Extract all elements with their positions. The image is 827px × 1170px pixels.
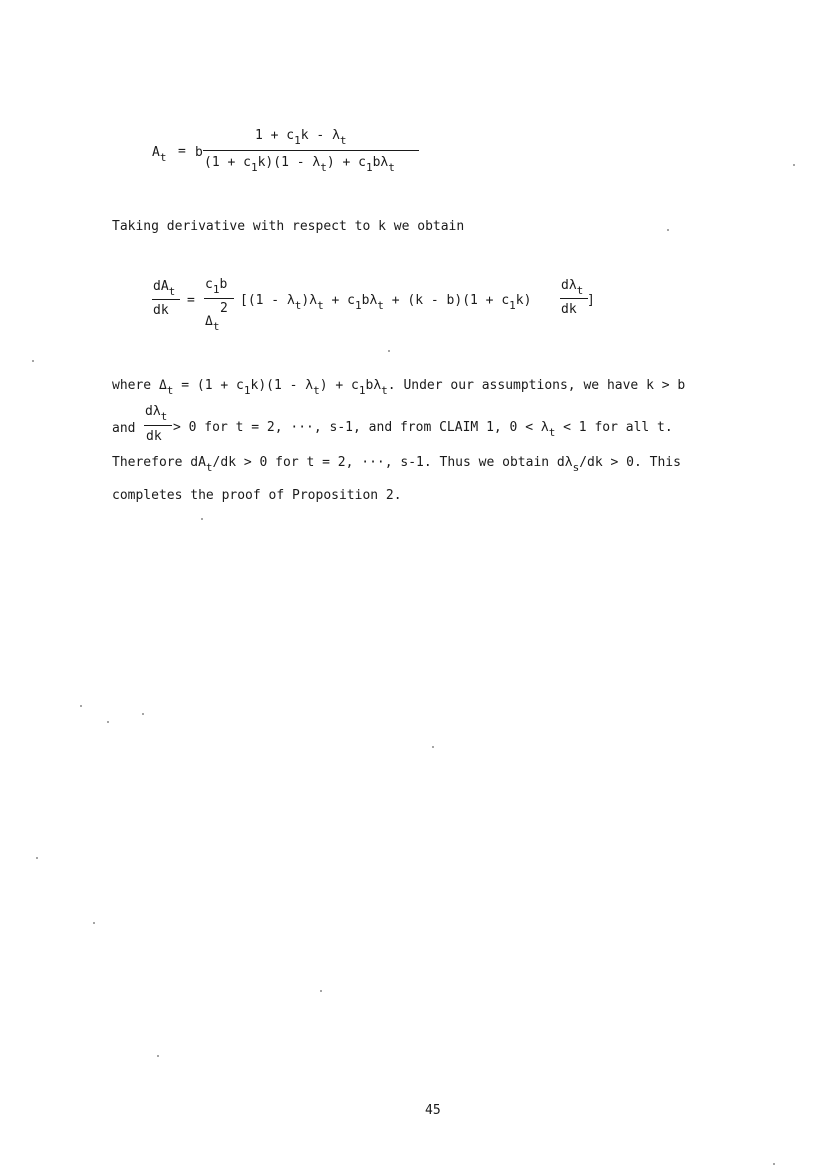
scan-speck [93, 922, 95, 924]
eq2-dlambda-denominator: dk [561, 302, 577, 317]
scan-speck [667, 229, 669, 231]
eq2-frac-numerator: $c_1b$ [205, 277, 228, 296]
scan-speck [107, 721, 109, 723]
paragraph-line-2: > 0 for t = 2, ···, s-1, and from CLAIM 1, $0 < \lambda_t < 1$ for all t. [173, 420, 673, 439]
paragraph-line-3: Therefore $dA_t/dk > 0$ for t = 2, ···, s-1. Thus we obtain $d\lambda_s/dk > 0$. This [112, 455, 681, 474]
scan-speck [432, 746, 434, 748]
line-2-fraction-numerator: $d\lambda_t$ [145, 404, 168, 423]
scan-speck [320, 990, 322, 992]
eq1-numerator: $1 + c_1k - \lambda_t$ [255, 128, 347, 147]
scan-speck [201, 518, 203, 520]
eq2-lhs-numerator: $dA_t$ [153, 279, 176, 298]
paragraph-line-4: completes the proof of Proposition 2. [112, 488, 402, 503]
eq2-dlambda-bar [560, 298, 588, 299]
eq1-lhs: $A_t$ [152, 145, 167, 164]
paragraph-line-1: where $\Delta_t = (1 + c_1k)(1 - \lambda_t) + c_1b\lambda_t$. Under our assumptions, we have k > b [112, 378, 686, 397]
line-2-fraction-denominator: dk [146, 429, 162, 444]
page-number: 45 [425, 1103, 441, 1118]
eq2-equals: = [187, 293, 195, 308]
scan-speck [773, 1163, 775, 1165]
scan-speck [388, 350, 390, 352]
scan-speck [36, 857, 38, 859]
eq2-frac-denominator: $\Delta_t$ [205, 314, 220, 333]
eq2-bracket-expression: [$(1 - \lambda_t)\lambda_t + c_1b\lambda_t + (k - b)(1 + c_1k)$ [240, 293, 532, 312]
eq2-frac-bar [204, 298, 234, 299]
scan-speck [80, 705, 82, 707]
eq2-lhs-denominator: dk [153, 303, 169, 318]
eq1-fraction-bar [203, 150, 419, 151]
eq2-frac-exponent: 2 [220, 301, 228, 316]
intro-text: Taking derivative with respect to k we obtain [112, 219, 465, 234]
eq2-dlambda-numerator: $d\lambda_t$ [561, 278, 584, 297]
eq1-equals: = [178, 144, 186, 159]
paragraph-line-2-and: and [112, 421, 136, 436]
scan-speck [157, 1055, 159, 1057]
scan-speck [793, 164, 795, 166]
eq2-close-bracket: ] [587, 293, 595, 308]
line-2-fraction-bar [144, 425, 172, 426]
eq2-lhs-bar [152, 299, 180, 300]
eq1-b: b [195, 145, 203, 160]
scan-speck [32, 360, 34, 362]
eq1-denominator: $(1 + c_1k)(1 - \lambda_t) + c_1b\lambda_t$ [204, 155, 395, 174]
scan-speck [142, 713, 144, 715]
